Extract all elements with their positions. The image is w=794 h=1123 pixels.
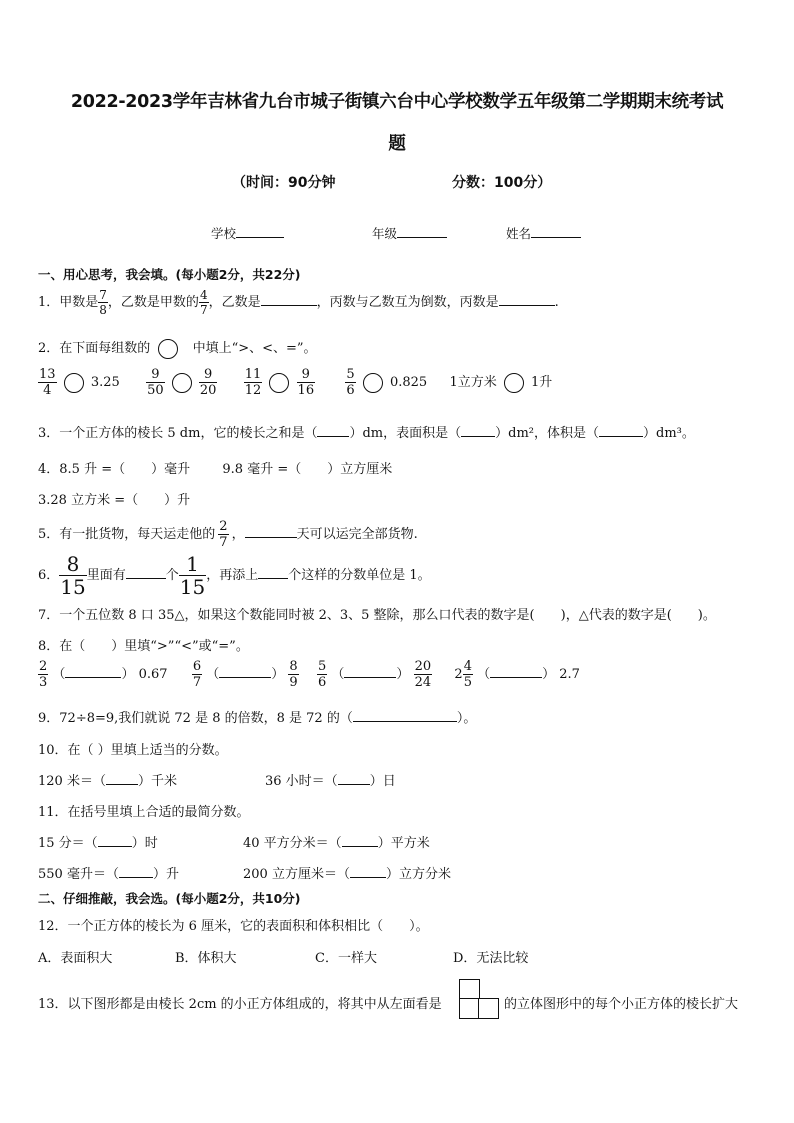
question-2 xyxy=(38,337,317,359)
q6-fraction-1: $\frac{8}{15}$ xyxy=(60,552,86,599)
question-13-text-b: 的立体图形中的每个小正方体的棱长扩大 xyxy=(504,997,739,1012)
question-13-text-a: 13．以下图形都是由棱长 2cm 的小正方体组成的，将其中从左面看是 xyxy=(38,997,442,1012)
q2-item2-right-fraction: $\frac{9}{20}$ xyxy=(199,367,217,398)
q11-blank-2[interactable] xyxy=(342,834,378,847)
q5-text-c: 天可以运完全部货物. xyxy=(296,527,418,542)
page-title-continued: 题 xyxy=(388,134,406,154)
q9-blank[interactable] xyxy=(353,709,457,722)
q2-item4-circle[interactable] xyxy=(363,373,383,393)
q8-item4-whole: 2 xyxy=(454,667,463,682)
q1-fraction-1: $\frac{7}{8}$ xyxy=(99,288,107,317)
q3-text-d: ）dm³。 xyxy=(643,426,695,441)
q12-option-b[interactable]: B．体积大 xyxy=(175,951,237,966)
question-11: 11．在括号里填上合适的最简分数。 xyxy=(38,805,250,820)
name-blank[interactable] xyxy=(531,225,581,238)
q5-text-a: 5．有一批货物，每天运走他的 xyxy=(38,527,216,542)
question-1 xyxy=(38,289,559,316)
school-label: 学校 xyxy=(211,226,237,241)
question-3 xyxy=(38,422,695,441)
name-field xyxy=(506,224,581,242)
page-title: 2022-2023学年吉林省九台市城子街镇六台中心学校数学五年级第二学期期末统考试 xyxy=(70,92,724,112)
q6-text-d: ，再添上 xyxy=(206,568,259,583)
q10-item-2: 36 小时＝（ ）日 xyxy=(265,774,396,789)
q8-item2-fraction: $\frac{6}{7}$ xyxy=(192,659,202,690)
q1-text-e: . xyxy=(554,295,559,310)
q10-blank-2[interactable] xyxy=(338,772,370,785)
q1-text-a: 1．甲数是 xyxy=(38,295,99,310)
time-label: （时间：90分钟 xyxy=(232,175,336,191)
q3-blank-2[interactable] xyxy=(461,424,495,437)
q8-item4-right: 2.7 xyxy=(559,667,580,682)
q12-option-c[interactable]: C．一样大 xyxy=(315,951,377,966)
q11-blank-3[interactable] xyxy=(119,865,153,878)
grade-blank[interactable] xyxy=(397,225,447,238)
score-label: 分数：100分） xyxy=(452,175,552,191)
question-7: 7．一个五位数 8 口 35△，如果这个数能同时被 2、3、5 整除，那么口代表的数字是( )，△代表的数字是( )。 xyxy=(38,608,716,623)
q8-item4-fraction: $\frac{4}{5}$ xyxy=(463,659,472,690)
school-field xyxy=(211,224,284,242)
q2-item4-fraction: $\frac{5}{6}$ xyxy=(346,367,355,398)
q1-text-d: ，丙数与乙数互为倒数，丙数是 xyxy=(316,295,499,310)
q12-option-a[interactable]: A．表面积大 xyxy=(38,951,113,966)
section-2-heading: 二、仔细推敲，我会选。(每小题2分，共10分) xyxy=(38,891,301,906)
q6-blank-1[interactable] xyxy=(126,566,166,579)
q8-item1-blank[interactable] xyxy=(65,665,121,678)
q2-item3-fraction: $\frac{11}{12}$ xyxy=(244,367,262,398)
q11-item-1: 15 分＝（ ）时 xyxy=(38,836,158,851)
q2-item4-right: 0.825 xyxy=(389,375,428,390)
q2-text-b: 中填上“>、<、=”。 xyxy=(192,341,317,356)
q8-item1-right: 0.67 xyxy=(138,667,168,682)
q5-blank[interactable] xyxy=(245,525,297,538)
q4-text-a: 4．8.5 升 =（ ）毫升 xyxy=(38,462,191,477)
q11-blank-4[interactable] xyxy=(350,865,386,878)
q8-item3-right-fraction: $\frac{20}{24}$ xyxy=(414,659,432,690)
question-12: 12．一个正方体的棱长为 6 厘米，它的表面积和体积相比（ ）。 xyxy=(38,919,429,934)
q2-item5-left: 1立方米 xyxy=(449,375,497,390)
q8-item3-blank[interactable] xyxy=(344,665,396,678)
q11-item-2: 40 平方分米＝（ ）平方米 xyxy=(243,836,430,851)
q11-item-4: 200 立方厘米＝（ ）立方分米 xyxy=(243,867,451,882)
q6-text-e: 个这样的分数单位是 1。 xyxy=(288,568,431,583)
question-6 xyxy=(38,554,431,597)
q1-text-c: ，乙数是 xyxy=(208,295,261,310)
q2-item1-circle[interactable] xyxy=(64,373,84,393)
q10-blank-1[interactable] xyxy=(106,772,138,785)
q2-item1-right: 3.25 xyxy=(90,375,120,390)
question-4-line-2: 3.28 立方米 =（ ）升 xyxy=(38,493,191,508)
question-5 xyxy=(38,520,418,549)
q8-item3-fraction: $\frac{5}{6}$ xyxy=(317,659,327,690)
q8-item4-blank[interactable] xyxy=(490,665,542,678)
q6-text-c: 个 xyxy=(165,568,179,583)
q2-item2-fraction: $\frac{9}{50}$ xyxy=(147,367,164,398)
q3-blank-3[interactable] xyxy=(599,424,643,437)
q4-text-b: 9.8 毫升 =（ ）立方厘米 xyxy=(222,462,393,477)
q2-item2-circle[interactable] xyxy=(172,373,192,393)
q9-text-b: ）。 xyxy=(456,711,477,726)
q10-item-1: 120 米＝（ ）千米 xyxy=(38,774,177,789)
q5-fraction: $\frac{2}{7}$ xyxy=(219,519,228,550)
q8-items: $\frac{2}{3}$ （ ） 0.67 $\frac{6}{7}$ （ ） $\frac{8}{9}$ $\frac{5}{6}$ （ ） $\frac{20}{24}$ 2 $\frac{4}{5}$ （ ） 2.7 xyxy=(39,659,580,690)
question-4-line-1 xyxy=(38,458,392,477)
q6-text-a: 6． xyxy=(38,568,60,583)
question-10: 10．在（ ）里填上适当的分数。 xyxy=(38,743,228,758)
question-8: 8．在（ ）里填“>”“<”或“=”。 xyxy=(38,639,249,654)
q6-text-b: 里面有 xyxy=(86,568,126,583)
q2-item3-circle[interactable] xyxy=(269,373,289,393)
section-1-heading: 一、用心思考，我会填。(每小题2分，共22分) xyxy=(38,267,301,282)
school-blank[interactable] xyxy=(236,225,284,238)
q8-item1-fraction: $\frac{2}{3}$ xyxy=(39,659,48,690)
q3-text-b: ）dm，表面积是（ xyxy=(349,426,462,441)
q2-item3-right-fraction: $\frac{9}{16}$ xyxy=(297,367,315,398)
q3-text-a: 3．一个正方体的棱长 5 dm，它的棱长之和是（ xyxy=(38,426,318,441)
q2-circle-sample xyxy=(158,339,178,359)
q2-item1-fraction: $\frac{13}{4}$ xyxy=(39,367,56,398)
q12-option-d[interactable]: D．无法比较 xyxy=(453,951,529,966)
q2-item5-right: 1升 xyxy=(531,375,553,390)
q1-text-b: ，乙数是甲数的 xyxy=(107,295,199,310)
q6-fraction-2: $\frac{1}{15}$ xyxy=(179,552,206,599)
q2-text-a: 2．在下面每组数的 xyxy=(38,341,151,356)
q11-blank-1[interactable] xyxy=(98,834,132,847)
q1-blank-1[interactable] xyxy=(261,293,317,306)
left-view-shape-icon xyxy=(459,979,503,1023)
q1-blank-2[interactable] xyxy=(499,293,555,306)
q8-item2-right-fraction: $\frac{8}{9}$ xyxy=(289,659,298,690)
q5-text-b: ， xyxy=(231,527,245,542)
q6-blank-2[interactable] xyxy=(258,566,288,579)
q2-items xyxy=(38,368,552,397)
q3-blank-1[interactable] xyxy=(317,424,349,437)
question-9 xyxy=(38,707,476,726)
grade-label: 年级 xyxy=(372,226,398,241)
q9-text-a: 9．72÷8=9,我们就说 72 是 8 的倍数，8 是 72 的（ xyxy=(38,711,353,726)
q8-item2-blank[interactable] xyxy=(219,665,271,678)
q11-item-3: 550 毫升＝（ ）升 xyxy=(38,867,179,882)
q2-item5-circle[interactable] xyxy=(504,373,524,393)
grade-field xyxy=(372,224,447,242)
q1-fraction-2: $\frac{4}{7}$ xyxy=(199,288,208,317)
q3-text-c: ）dm²，体积是（ xyxy=(495,426,599,441)
name-label: 姓名 xyxy=(506,226,532,241)
